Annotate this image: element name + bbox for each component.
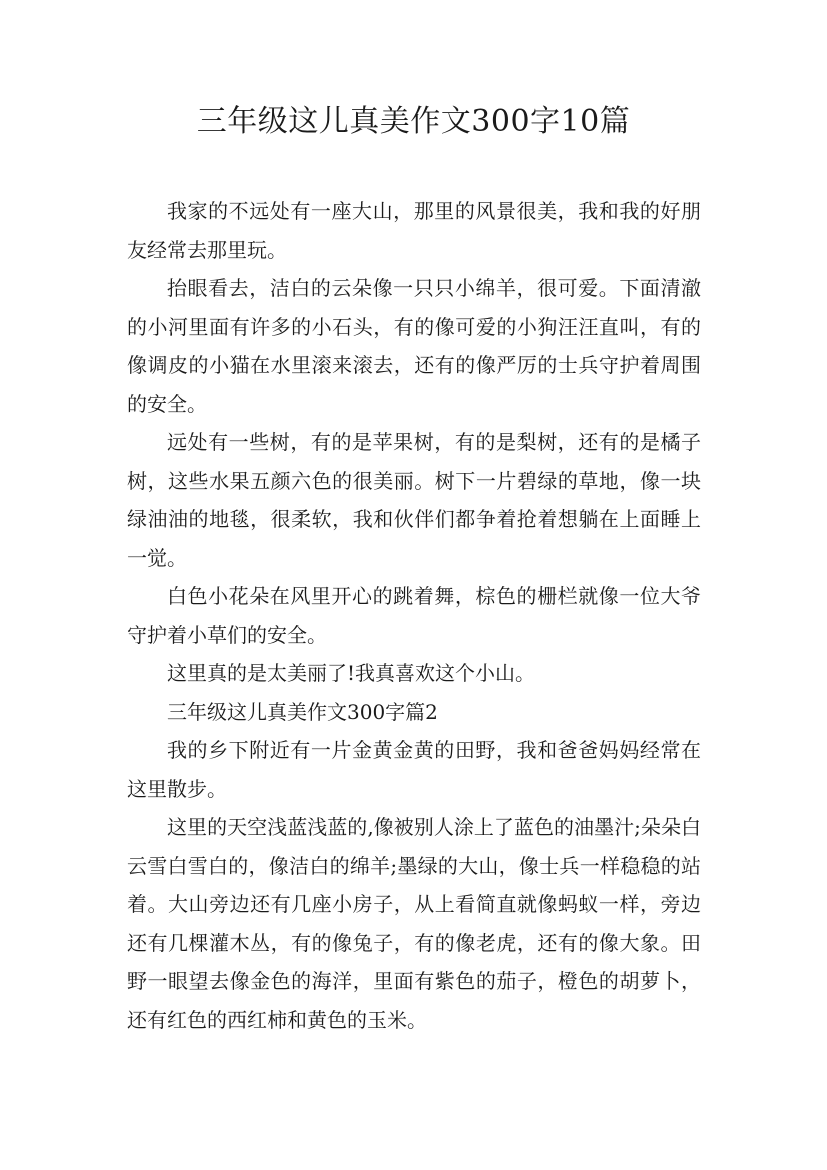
section-heading: 三年级这儿真美作文300字篇2 <box>167 699 438 724</box>
paragraph: 我的乡下附近有一片金黄金黄的田野，我和爸爸妈妈经常在这里散步。 <box>127 738 701 801</box>
paragraph: 远处有一些树，有的是苹果树，有的是梨树，还有的是橘子树，这些水果五颜六色的很美丽。树下一片碧绿的草地，像一块绿油油的地毯，很柔软，我和伙伴们都争着抢着想躺在上面睡上一觉。 <box>127 430 701 570</box>
paragraph: 我家的不远处有一座大山，那里的风景很美，我和我的好朋友经常去那里玩。 <box>127 199 701 262</box>
paragraph: 这里真的是太美丽了!我真喜欢这个小山。 <box>167 661 536 685</box>
paragraph: 白色小花朵在风里开心的跳着舞，棕色的栅栏就像一位大爷守护着小草们的安全。 <box>127 584 701 647</box>
paragraph: 抬眼看去，洁白的云朵像一只只小绵羊，很可爱。下面清澈的小河里面有许多的小石头，有的像可爱的小狗汪汪直叫，有的像调皮的小猫在水里滚来滚去，还有的像严厉的士兵守护着周围的安全。 <box>127 276 701 416</box>
paragraph: 这里的天空浅蓝浅蓝的,像被别人涂上了蓝色的油墨汁;朵朵白云雪白雪白的，像洁白的绵羊;墨绿的大山，像士兵一样稳稳的站着。大山旁边还有几座小房子，从上看简直就像蚂蚁一样，旁边还有几棵灌木丛，有的像兔子，有的像老虎，还有的像大象。田野一眼望去像金色的海洋，里面有紫色的茄子，橙色的胡萝卜，还有红色的西红柿和黄色的玉米。 <box>127 815 701 1032</box>
document-title: 三年级这儿真美作文300字10篇 <box>196 104 631 139</box>
document-body <box>127 192 701 1039</box>
